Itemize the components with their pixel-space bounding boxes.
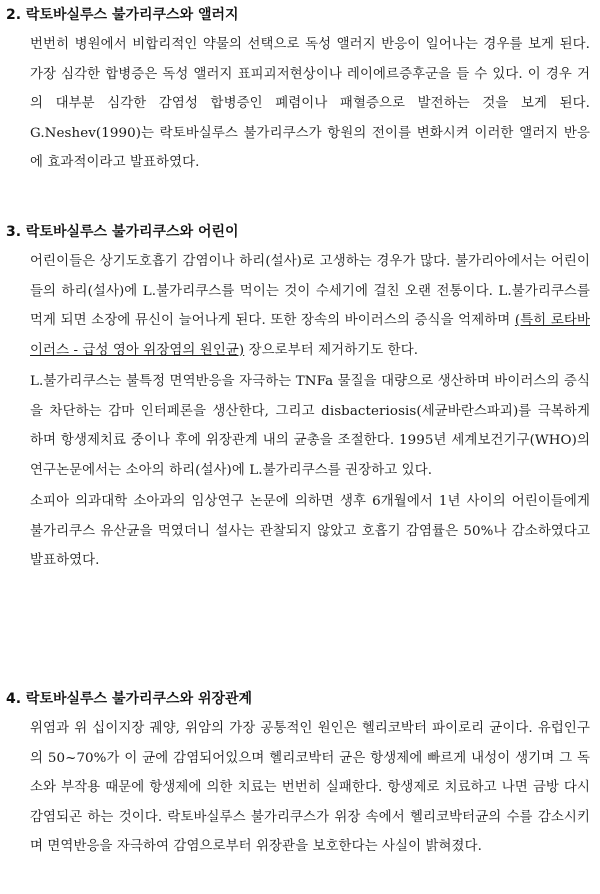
section-heading: 2. 락토바실루스 불가리쿠스와 앨러지 xyxy=(6,7,239,23)
section-heading: 3. 락토바실루스 불가리쿠스와 어린이 xyxy=(6,224,239,240)
section-heading: 4. 락토바실루스 불가리쿠스와 위장관계 xyxy=(6,691,253,707)
paragraph-text: 어린이들은 상기도호흡기 감염이나 하리(설사)로 고생하는 경우가 많다. 불가리아에서는 어린이들의 하리(설사)에 L.불가리쿠스를 먹이는 것이 수세기에 걸친 오랜 전통이다. L.불가리쿠스를 먹게 되면 소장에 뮤신이 늘어나게 된다. 또한 장속의 바이러스의 증식을 억제하며 xyxy=(30,254,590,328)
section-gastrointestinal xyxy=(0,690,600,862)
underlined-note: (특히 로타바이러스 - 급성 영아 위장염의 원인균) xyxy=(30,313,590,358)
section-children xyxy=(0,223,600,576)
paragraph: 소피아 의과대학 소아과의 임상연구 논문에 의하면 생후 6개월에서 1년 사이의 어린이들에게 불가리쿠스 유산균을 먹였더니 설사는 관찰되지 않았고 호흡기 감염률은 50%나 감소하였다고 발표하였다. xyxy=(30,494,590,568)
paragraph: L.불가리쿠스는 불특정 면역반응을 자극하는 TNFa 물질을 대량으로 생산하며 바이러스의 증식을 차단하는 감마 인터페론을 생산한다, 그리고 disbacteriosis(세균바란스파괴)를 극복하게 하며 항생제치료 중이나 후에 위장관계 내의 균총을 조절한다. 1995년 세계보건기구(WHO)의 연구논문에서는 소아의 하리(설사)에 L.불가리쿠스를 권장하고 있다. xyxy=(30,374,590,478)
paragraph: 위염과 위 십이지장 궤양, 위암의 가장 공통적인 원인은 헬리코박터 파이로리 균이다. 유럽인구의 50~70%가 이 균에 감염되어있으며 헬리코박터 균은 항생제에 빠르게 내성이 생기며 그 독소와 부작용 때문에 항생제에 의한 치료는 번번히 실패한다. 항생제로 치료하고 나면 금방 다시 감염되곤 하는 것이다. 락토바실루스 불가리쿠스가 위장 속에서 헬리코박터균의 수를 감소시키며 면역반응을 자극하여 감염으로부터 위장관을 보호한다는 사실이 밝혀졌다. xyxy=(30,721,590,854)
paragraph: 번번히 병원에서 비합리적인 약물의 선택으로 독성 앨러지 반응이 일어나는 경우를 보게 된다. 가장 심각한 합병증은 독성 앨러지 표피괴저현상이나 레이에르증후군을 들 수 있다. 이 경우 거의 대부분 심각한 감염성 합병증인 폐렴이나 패혈증으로 발전하는 것을 보게 된다. G.Neshev(1990)는 락토바실루스 불가리쿠스가 항원의 전이를 변화시켜 이러한 앨러지 반응에 효과적이라고 발표하였다. xyxy=(30,37,590,170)
paragraph-text: 장으로부터 제거하기도 한다. xyxy=(244,342,419,358)
paragraph xyxy=(0,247,600,365)
section-allergy xyxy=(0,6,600,178)
